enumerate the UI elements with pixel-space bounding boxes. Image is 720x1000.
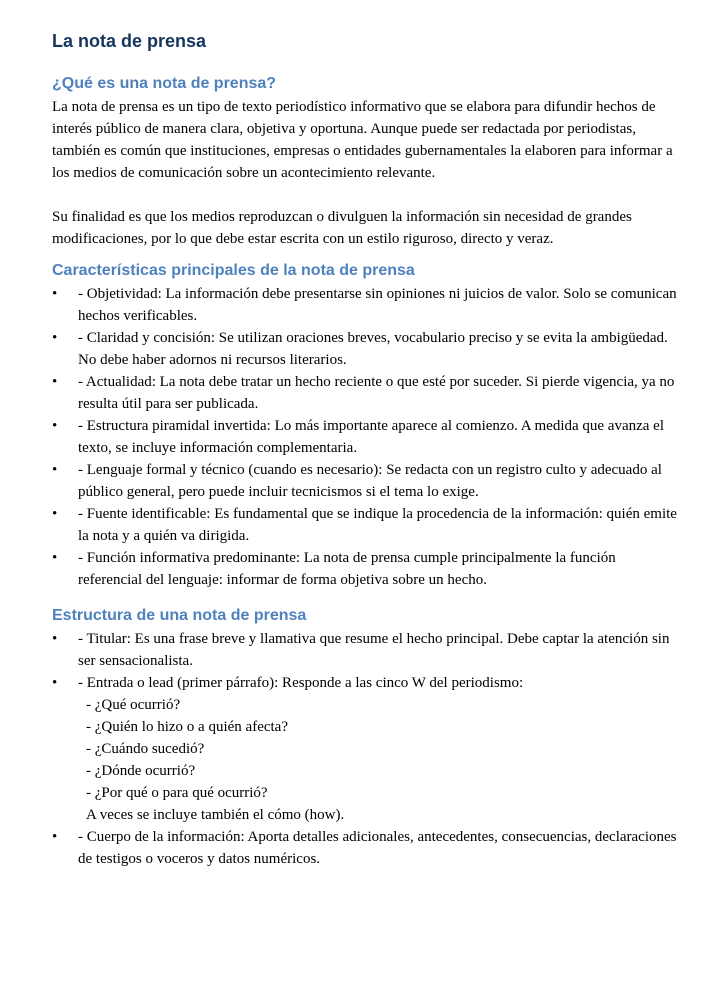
bullet-marker: •	[52, 374, 58, 390]
list-item-text: - Estructura piramidal invertida: Lo más importante aparece al comienzo. A medida que avanza el texto, se incluye información complementaria.	[78, 418, 665, 456]
bullet-marker: •	[52, 330, 58, 346]
lead-question: - ¿Por qué o para qué ocurrió?	[86, 785, 268, 801]
bullet-marker: •	[52, 418, 58, 434]
characteristics-list	[52, 283, 682, 591]
bullet-marker: •	[52, 675, 58, 691]
list-item-text: - Fuente identificable: Es fundamental que se indique la procedencia de la información: quién emite la nota y a quién va dirigida.	[78, 506, 677, 544]
list-item	[52, 371, 682, 415]
paragraph-purpose: Su finalidad es que los medios reproduzcan o divulguen la información sin necesidad de grandes modificaciones, por lo que debe estar escrita con un estilo riguroso, directo y veraz.	[52, 209, 632, 247]
paragraph-definition: La nota de prensa es un tipo de texto periodístico informativo que se elabora para difundir hechos de interés público de manera clara, objetiva y oportuna. Aunque puede ser redactada por periodistas, también es común que instituciones, empresas o entidades gubernamentales la elaboren para informar a los medios de comunicación sobre un acontecimiento relevante.	[52, 99, 673, 181]
bullet-marker: •	[52, 286, 58, 302]
list-item-text: - Lenguaje formal y técnico (cuando es necesario): Se redacta con un registro culto y adecuado al público general, pero puede incluir tecnicismos si el tema lo exige.	[78, 462, 662, 500]
lead-question: - ¿Quién lo hizo o a quién afecta?	[86, 719, 288, 735]
list-item	[52, 459, 682, 503]
list-item	[52, 503, 682, 547]
list-item-text: - Claridad y concisión: Se utilizan oraciones breves, vocabulario preciso y se evita la ambigüedad. No debe haber adornos ni recursos literarios.	[78, 330, 668, 368]
list-item-text: - Función informativa predominante: La nota de prensa cumple principalmente la función referencial del lenguaje: informar de forma objetiva sobre un hecho.	[78, 550, 616, 588]
document-title: La nota de prensa	[52, 31, 207, 51]
list-item-text: - Objetividad: La información debe presentarse sin opiniones ni juicios de valor. Solo se comunican hechos verificables.	[78, 286, 677, 324]
list-item-text: - Cuerpo de la información: Aporta detalles adicionales, antecedentes, consecuencias, declaraciones de testigos o voceros y datos numéricos.	[78, 829, 677, 867]
bullet-marker: •	[52, 550, 58, 566]
list-item	[52, 415, 682, 459]
document-page	[52, 28, 682, 870]
bullet-marker: •	[52, 506, 58, 522]
list-item	[52, 826, 682, 870]
lead-question: - ¿Dónde ocurrió?	[86, 763, 196, 779]
list-item	[52, 283, 682, 327]
heading-structure: Estructura de una nota de prensa	[52, 607, 307, 624]
heading-what-is: ¿Qué es una nota de prensa?	[52, 75, 277, 92]
lead-questions-list	[78, 694, 682, 804]
list-item-text: - Entrada o lead (primer párrafo): Responde a las cinco W del periodismo:	[78, 675, 524, 691]
lead-question: - ¿Qué ocurrió?	[86, 697, 181, 713]
lead-note: A veces se incluye también el cómo (how).	[86, 807, 345, 823]
bullet-marker: •	[52, 462, 58, 478]
lead-question: - ¿Cuándo sucedió?	[86, 741, 205, 757]
structure-list	[52, 628, 682, 870]
list-item	[52, 547, 682, 591]
bullet-marker: •	[52, 631, 58, 647]
list-item-text: - Titular: Es una frase breve y llamativa que resume el hecho principal. Debe captar la atención sin ser sensacionalista.	[78, 631, 670, 669]
list-item-text: - Actualidad: La nota debe tratar un hecho reciente o que esté por suceder. Si pierde vigencia, ya no resulta útil para ser publicada.	[78, 374, 675, 412]
list-item	[52, 672, 682, 826]
heading-characteristics: Características principales de la nota de prensa	[52, 262, 415, 279]
list-item	[52, 327, 682, 371]
list-item	[52, 628, 682, 672]
bullet-marker: •	[52, 829, 58, 845]
